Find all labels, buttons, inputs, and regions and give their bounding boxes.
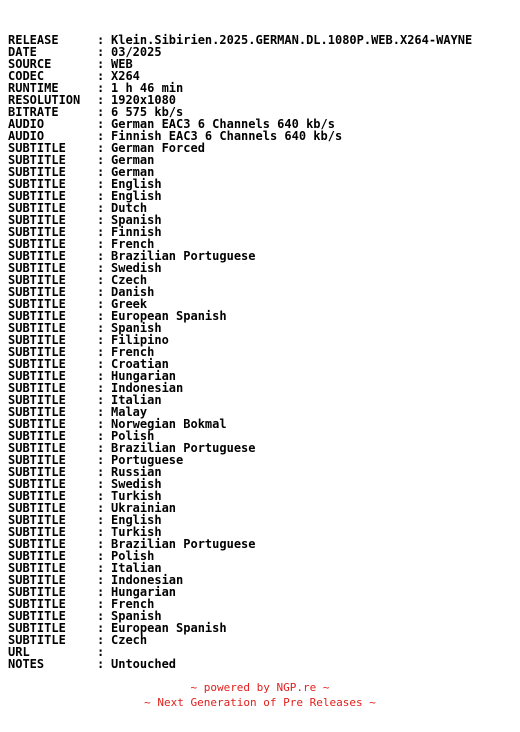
info-value: English (111, 513, 162, 527)
info-separator: : (97, 657, 105, 671)
info-key: RELEASE (8, 34, 59, 46)
info-key: RESOLUTION (8, 94, 81, 106)
info-separator: : (97, 273, 105, 287)
info-separator: : (97, 57, 105, 71)
info-value: X264 (111, 69, 140, 83)
info-separator: : (97, 189, 105, 203)
info-key: SUBTITLE (8, 538, 66, 550)
info-key: SUBTITLE (8, 550, 66, 562)
info-key: SUBTITLE (8, 262, 66, 274)
info-separator: : (97, 129, 105, 143)
info-value: Czech (111, 273, 148, 287)
info-value: German EAC3 6 Channels 640 kb/s (111, 117, 335, 131)
info-row-subtitle (8, 562, 472, 574)
info-separator: : (97, 477, 105, 491)
info-separator: : (97, 141, 105, 155)
info-separator: : (97, 357, 105, 371)
info-key: SUBTITLE (8, 574, 66, 586)
info-value: Russian (111, 465, 162, 479)
footer-tagline: ~ Next Generation of Pre Releases ~ (144, 696, 376, 709)
info-row-subtitle (8, 574, 472, 586)
info-value: Italian (111, 393, 162, 407)
info-value: Spanish (111, 213, 162, 227)
info-row-subtitle (8, 418, 472, 430)
info-row-subtitle (8, 310, 472, 322)
info-row-subtitle (8, 442, 472, 454)
info-value: Finnish (111, 225, 162, 239)
info-value: WEB (111, 57, 133, 71)
info-key: SUBTITLE (8, 442, 66, 454)
info-separator: : (97, 513, 105, 527)
info-separator: : (97, 405, 105, 419)
info-key: SUBTITLE (8, 406, 66, 418)
info-value: German Forced (111, 141, 205, 155)
info-separator: : (97, 525, 105, 539)
info-key: NOTES (8, 658, 45, 670)
info-value: Spanish (111, 321, 162, 335)
info-value: Turkish (111, 489, 162, 503)
info-value: Klein.Sibirien.2025.GERMAN.DL.1080P.WEB.X264-WAYNE (111, 33, 473, 47)
info-row-subtitle (8, 250, 472, 262)
release-info-rows (8, 34, 472, 670)
info-value: Italian (111, 561, 162, 575)
info-separator: : (97, 201, 105, 215)
info-key: SUBTITLE (8, 358, 66, 370)
info-row-runtime (8, 82, 472, 94)
info-row-subtitle (8, 634, 472, 646)
info-row-subtitle (8, 334, 472, 346)
release-info-block (8, 10, 472, 682)
info-key: SUBTITLE (8, 178, 66, 190)
info-value: Brazilian Portuguese (111, 537, 256, 551)
info-key: SUBTITLE (8, 466, 66, 478)
info-key: SUBTITLE (8, 514, 66, 526)
info-key: SUBTITLE (8, 154, 66, 166)
info-row-subtitle (8, 598, 472, 610)
info-key: SUBTITLE (8, 622, 66, 634)
info-separator: : (97, 441, 105, 455)
info-row-release (8, 34, 472, 46)
info-row-subtitle (8, 346, 472, 358)
info-row-codec (8, 70, 472, 82)
info-key: SUBTITLE (8, 382, 66, 394)
info-row-subtitle (8, 514, 472, 526)
info-row-url (8, 646, 472, 658)
info-key: SUBTITLE (8, 322, 66, 334)
info-key: SUBTITLE (8, 310, 66, 322)
info-value: 6 575 kb/s (111, 105, 184, 119)
info-separator: : (97, 105, 105, 119)
info-key: SUBTITLE (8, 202, 66, 214)
info-value: Filipino (111, 333, 169, 347)
info-key: SUBTITLE (8, 238, 66, 250)
info-value: Turkish (111, 525, 162, 539)
info-separator: : (97, 69, 105, 83)
info-key: BITRATE (8, 106, 59, 118)
info-key: SUBTITLE (8, 634, 66, 646)
info-row-subtitle (8, 166, 472, 178)
info-row-subtitle (8, 226, 472, 238)
info-separator: : (97, 165, 105, 179)
info-key: AUDIO (8, 118, 45, 130)
info-separator: : (97, 297, 105, 311)
info-key: SUBTITLE (8, 286, 66, 298)
info-separator: : (97, 333, 105, 347)
info-value: French (111, 597, 155, 611)
info-key: SUBTITLE (8, 346, 66, 358)
info-key: URL (8, 646, 30, 658)
info-separator: : (97, 345, 105, 359)
info-row-subtitle (8, 274, 472, 286)
info-separator: : (97, 585, 105, 599)
info-value: European Spanish (111, 621, 227, 635)
info-separator: : (97, 393, 105, 407)
info-value: Polish (111, 549, 155, 563)
info-key: AUDIO (8, 130, 45, 142)
info-separator: : (97, 33, 105, 47)
info-value: Swedish (111, 261, 162, 275)
info-value: Spanish (111, 609, 162, 623)
info-value: German (111, 165, 155, 179)
info-separator: : (97, 213, 105, 227)
info-key: SUBTITLE (8, 526, 66, 538)
info-row-subtitle (8, 394, 472, 406)
info-row-subtitle (8, 550, 472, 562)
info-row-subtitle (8, 298, 472, 310)
info-row-subtitle (8, 262, 472, 274)
info-row-date (8, 46, 472, 58)
info-separator: : (97, 417, 105, 431)
info-value: Indonesian (111, 381, 184, 395)
info-separator: : (97, 453, 105, 467)
info-key: SUBTITLE (8, 490, 66, 502)
info-value: French (111, 345, 155, 359)
info-row-subtitle (8, 454, 472, 466)
info-value: European Spanish (111, 309, 227, 323)
info-row-subtitle (8, 502, 472, 514)
info-key: SUBTITLE (8, 454, 66, 466)
info-separator: : (97, 285, 105, 299)
footer-powered-by: ~ powered by NGP.re ~ (190, 681, 330, 694)
info-row-subtitle (8, 142, 472, 154)
info-value: Untouched (111, 657, 177, 671)
info-row-subtitle (8, 154, 472, 166)
info-value: English (111, 177, 162, 191)
info-key: SUBTITLE (8, 598, 66, 610)
info-value: Malay (111, 405, 148, 419)
info-separator: : (97, 369, 105, 383)
info-row-subtitle (8, 214, 472, 226)
info-row-subtitle (8, 370, 472, 382)
info-value: Brazilian Portuguese (111, 249, 256, 263)
info-row-subtitle (8, 478, 472, 490)
info-value: Croatian (111, 357, 169, 371)
info-key: SUBTITLE (8, 562, 66, 574)
info-value: German (111, 153, 155, 167)
info-row-subtitle (8, 622, 472, 634)
info-row-subtitle (8, 610, 472, 622)
info-separator: : (97, 429, 105, 443)
info-separator: : (97, 225, 105, 239)
info-key: SUBTITLE (8, 250, 66, 262)
info-value: 03/2025 (111, 45, 162, 59)
info-row-subtitle (8, 358, 472, 370)
info-key: CODEC (8, 70, 45, 82)
info-key: SUBTITLE (8, 478, 66, 490)
info-row-audio (8, 130, 472, 142)
info-value: Brazilian Portuguese (111, 441, 256, 455)
info-key: DATE (8, 46, 37, 58)
info-separator: : (97, 537, 105, 551)
info-separator: : (97, 621, 105, 635)
info-separator: : (97, 45, 105, 59)
info-separator: : (97, 549, 105, 563)
info-row-subtitle (8, 490, 472, 502)
info-value: Hungarian (111, 585, 177, 599)
info-key: SUBTITLE (8, 274, 66, 286)
info-row-subtitle (8, 286, 472, 298)
info-row-subtitle (8, 202, 472, 214)
info-row-notes (8, 658, 472, 670)
info-value: Finnish EAC3 6 Channels 640 kb/s (111, 129, 343, 143)
info-key: SUBTITLE (8, 370, 66, 382)
info-row-subtitle (8, 322, 472, 334)
info-separator: : (97, 645, 105, 659)
info-key: SUBTITLE (8, 166, 66, 178)
info-separator: : (97, 153, 105, 167)
info-key: SUBTITLE (8, 394, 66, 406)
info-separator: : (97, 93, 105, 107)
info-row-source (8, 58, 472, 70)
info-value: 1920x1080 (111, 93, 177, 107)
info-value: Norwegian Bokmal (111, 417, 227, 431)
info-row-subtitle (8, 466, 472, 478)
info-separator: : (97, 117, 105, 131)
info-key: SUBTITLE (8, 502, 66, 514)
info-value: Ukrainian (111, 501, 177, 515)
info-separator: : (97, 501, 105, 515)
info-value: Dutch (111, 201, 148, 215)
footer (0, 680, 520, 710)
info-separator: : (97, 249, 105, 263)
info-row-subtitle (8, 538, 472, 550)
info-separator: : (97, 309, 105, 323)
info-value: French (111, 237, 155, 251)
info-value: Swedish (111, 477, 162, 491)
info-separator: : (97, 321, 105, 335)
info-key: SUBTITLE (8, 610, 66, 622)
info-key: RUNTIME (8, 82, 59, 94)
info-separator: : (97, 561, 105, 575)
info-key: SUBTITLE (8, 190, 66, 202)
info-row-resolution (8, 94, 472, 106)
info-key: SOURCE (8, 58, 52, 70)
info-value: Hungarian (111, 369, 177, 383)
info-separator: : (97, 177, 105, 191)
info-value: Czech (111, 633, 148, 647)
info-separator: : (97, 381, 105, 395)
info-key: SUBTITLE (8, 142, 66, 154)
info-separator: : (97, 237, 105, 251)
info-separator: : (97, 261, 105, 275)
info-key: SUBTITLE (8, 226, 66, 238)
info-value: Danish (111, 285, 155, 299)
info-key: SUBTITLE (8, 430, 66, 442)
info-row-subtitle (8, 190, 472, 202)
info-row-subtitle (8, 406, 472, 418)
info-separator: : (97, 633, 105, 647)
info-value: 1 h 46 min (111, 81, 184, 95)
info-separator: : (97, 489, 105, 503)
info-separator: : (97, 81, 105, 95)
info-row-subtitle (8, 178, 472, 190)
info-key: SUBTITLE (8, 334, 66, 346)
info-value: Indonesian (111, 573, 184, 587)
info-separator: : (97, 609, 105, 623)
info-separator: : (97, 465, 105, 479)
info-value: Portuguese (111, 453, 184, 467)
info-row-subtitle (8, 586, 472, 598)
info-separator: : (97, 573, 105, 587)
info-key: SUBTITLE (8, 418, 66, 430)
info-key: SUBTITLE (8, 298, 66, 310)
info-row-subtitle (8, 382, 472, 394)
info-value: Greek (111, 297, 148, 311)
info-key: SUBTITLE (8, 214, 66, 226)
info-separator: : (97, 597, 105, 611)
info-value: Polish (111, 429, 155, 443)
info-key: SUBTITLE (8, 586, 66, 598)
info-value: English (111, 189, 162, 203)
